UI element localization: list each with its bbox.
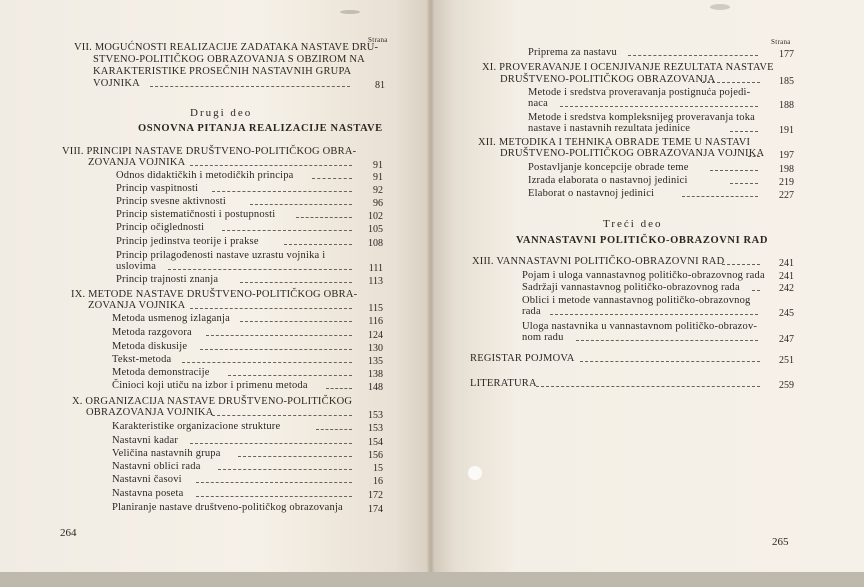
toc-page-number: 96: [373, 198, 383, 209]
toc-heading-line: IX. METODE NASTAVE DRUŠTVENO-POLITIČKOG OBRA-: [71, 289, 358, 300]
paper-spot: [468, 466, 482, 480]
leader-dots: [730, 183, 758, 185]
leader-dots: [240, 321, 352, 323]
leader-dots: [222, 230, 352, 232]
toc-page-number: 241: [779, 258, 794, 269]
toc-page-number: 198: [779, 164, 794, 175]
leader-dots: [628, 55, 758, 57]
toc-heading-line: XI. PROVERAVANJE I OCENJIVANJE REZULTATA NASTAVE: [482, 62, 774, 73]
toc-entry: Princip sistematičnosti i postupnosti: [116, 209, 276, 220]
toc-page-number: 219: [779, 177, 794, 188]
toc-page-number: 197: [779, 150, 794, 161]
toc-entry: Metoda razgovora: [112, 327, 192, 338]
toc-heading-line: OBRAZOVANJA VOJNIKA: [86, 407, 214, 418]
toc-page-number: 138: [368, 369, 383, 380]
toc-page-number: 156: [368, 450, 383, 461]
toc-page-number: 115: [368, 303, 383, 314]
toc-entry: Princip svesne aktivnosti: [116, 196, 226, 207]
toc-page-number: 116: [368, 316, 383, 327]
toc-entry: LITERATURA: [470, 378, 537, 389]
toc-entry: Izrada elaborata o nastavnoj jedinici: [528, 175, 688, 186]
toc-entry: Nastavna poseta: [112, 488, 184, 499]
toc-page-number: 102: [368, 211, 383, 222]
toc-page-number: 251: [779, 355, 794, 366]
leader-dots: [238, 456, 352, 458]
toc-page-number: 154: [368, 437, 383, 448]
leader-dots: [730, 131, 758, 133]
right-page: [430, 0, 864, 587]
leader-dots: [190, 308, 352, 310]
toc-entry: nom radu: [522, 332, 564, 343]
toc-page-number: 111: [368, 263, 383, 274]
leader-dots: [218, 469, 352, 471]
book-gutter: [427, 0, 435, 587]
toc-page-number: 191: [779, 125, 794, 136]
toc-entry: Odnos didaktičkih i metodičkih principa: [116, 170, 294, 181]
toc-entry: Metode i sredstva kompleksnijeg proveravanja toka: [528, 112, 756, 123]
toc-heading-line: STVENO-POLITIČKOG OBRAZOVANJA S OBZIROM NA: [93, 54, 365, 65]
toc-entry: Nastavni kadar: [112, 435, 179, 446]
leader-dots: [560, 106, 758, 108]
toc-page-number: 92: [373, 185, 383, 196]
leader-dots: [326, 388, 352, 390]
leader-dots: [748, 156, 760, 158]
leader-dots: [228, 375, 352, 377]
toc-entry: Princip očiglednosti: [116, 222, 205, 233]
toc-page-number: 188: [779, 100, 794, 111]
toc-entry: Činioci koji utiču na izbor i primenu metoda: [112, 380, 308, 391]
leader-dots: [536, 386, 760, 388]
leader-dots: [200, 349, 352, 351]
toc-heading-line: ZOVANJA VOJNIKA: [88, 300, 186, 311]
toc-entry: Metoda usmenog izlaganja: [112, 313, 230, 324]
toc-page-number: 91: [373, 160, 383, 171]
toc-entry: REGISTAR POJMOVA: [470, 353, 575, 364]
toc-entry: Metoda demonstracije: [112, 367, 210, 378]
leader-dots: [550, 314, 758, 316]
toc-heading-line: X. ORGANIZACIJA NASTAVE DRUŠTVENO-POLITIČKOG: [72, 396, 353, 407]
leader-dots: [150, 86, 350, 88]
toc-entry: Sadržaji vannastavnog političko-obrazovnog rada: [522, 282, 740, 293]
toc-entry: uslovima: [116, 261, 157, 272]
part-title: OSNOVNA PITANJA REALIZACIJE NASTAVE: [138, 123, 383, 134]
left-page: [0, 0, 430, 587]
toc-heading-line: KARAKTERISTIKE PROSEČNIH NASTAVNIH GRUPA: [93, 66, 352, 77]
toc-entry: Elaborat o nastavnoj jedinici: [528, 188, 655, 199]
toc-heading-line: DRUŠTVENO-POLITIČKOG OBRAZOVANJA: [500, 74, 716, 85]
toc-entry: Metoda diskusije: [112, 341, 188, 352]
leader-dots: [580, 361, 760, 363]
toc-page-number: 153: [368, 423, 383, 434]
page-folio: 264: [60, 527, 77, 539]
toc-entry: naca: [528, 98, 549, 109]
leader-dots: [722, 264, 760, 266]
toc-entry: Metode i sredstva proveravanja postignuća pojedi-: [528, 87, 751, 98]
strana-label: Strana: [771, 38, 791, 46]
toc-page-number: 135: [368, 356, 383, 367]
leader-dots: [196, 496, 352, 498]
toc-page-number: 108: [368, 238, 383, 249]
toc-page-number: 227: [779, 190, 794, 201]
leader-dots: [250, 204, 352, 206]
toc-page-number: 124: [368, 330, 383, 341]
toc-entry: Priprema za nastavu: [528, 47, 617, 58]
toc-entry: Tekst-metoda: [112, 354, 172, 365]
toc-page-number: 172: [368, 490, 383, 501]
toc-page-number: 130: [368, 343, 383, 354]
toc-entry: Planiranje nastave društveno-političkog obrazovanja: [112, 502, 343, 513]
toc-entry: Oblici i metode vannastavnog političko-obrazovnog: [522, 295, 751, 306]
toc-page-number: 247: [779, 334, 794, 345]
page-folio: 265: [772, 536, 789, 548]
toc-entry: Princip jedinstva teorije i prakse: [116, 236, 259, 247]
toc-page-number: 259: [779, 380, 794, 391]
toc-entry: Veličina nastavnih grupa: [112, 448, 221, 459]
toc-heading-line: ZOVANJA VOJNIKA: [88, 157, 186, 168]
leader-dots: [682, 196, 758, 198]
toc-entry: Nastavni oblici rada: [112, 461, 201, 472]
toc-entry: Princip trajnosti znanja: [116, 274, 219, 285]
background-strip: [0, 572, 864, 587]
leader-dots: [182, 362, 352, 364]
toc-entry: Princip prilagođenosti nastave uzrastu vojnika i: [116, 250, 326, 261]
strana-label: Strana: [368, 36, 388, 44]
toc-entry: Princip vaspitnosti: [116, 183, 199, 194]
toc-entry: Uloga nastavnika u vannastavnom političko-obrazov-: [522, 321, 758, 332]
toc-heading-line: DRUŠTVENO-POLITIČKOG OBRAZOVANJA VOJNIKA: [500, 148, 765, 159]
leader-dots: [702, 82, 760, 84]
leader-dots: [212, 415, 352, 417]
leader-dots: [576, 340, 758, 342]
toc-page-number: 153: [368, 410, 383, 421]
leader-dots: [284, 244, 352, 246]
toc-entry: Karakteristike organizacione strukture: [112, 421, 281, 432]
leader-dots: [240, 282, 352, 284]
leader-dots: [206, 335, 352, 337]
toc-page-number: 15: [373, 463, 383, 474]
toc-page-number: 245: [779, 308, 794, 319]
ink-mark: [710, 4, 730, 10]
ink-mark: [340, 10, 360, 14]
leader-dots: [190, 165, 352, 167]
leader-dots: [168, 269, 352, 271]
toc-page-number: 113: [368, 276, 383, 287]
toc-page-number: 91: [373, 172, 383, 183]
toc-page-number: 242: [779, 283, 794, 294]
toc-entry: Pojam i uloga vannastavnog političko-obrazovnog rada: [522, 270, 765, 281]
toc-entry: nastave i nastavnih rezultata jedinice: [528, 123, 691, 134]
toc-entry: rada: [522, 306, 541, 317]
toc-entry: Postavljanje koncepcije obrade teme: [528, 162, 689, 173]
leader-dots: [316, 429, 352, 431]
leader-dots: [312, 178, 352, 180]
part-label: Treći deo: [603, 218, 663, 230]
leader-dots: [296, 217, 352, 219]
leader-dots: [212, 191, 352, 193]
toc-page-number: 105: [368, 224, 383, 235]
toc-entry: Nastavni časovi: [112, 474, 182, 485]
toc-page-number: 185: [779, 76, 794, 87]
toc-page-number: 241: [779, 271, 794, 282]
toc-page-number: 81: [375, 80, 385, 91]
toc-page-number: 174: [368, 504, 383, 515]
leader-dots: [196, 482, 352, 484]
toc-page-number: 16: [373, 476, 383, 487]
toc-page-number: 177: [779, 49, 794, 60]
leader-dots: [752, 290, 760, 292]
part-label: Drugi deo: [190, 107, 253, 119]
toc-page-number: 148: [368, 382, 383, 393]
toc-heading-line: VIII. PRINCIPI NASTAVE DRUŠTVENO-POLITIČKOG OBRA-: [62, 146, 357, 157]
toc-heading-line: XII. METODIKA I TEHNIKA OBRADE TEME U NASTAVI: [478, 137, 751, 148]
part-title: VANNASTAVNI POLITIČKO-OBRAZOVNI RAD: [516, 235, 769, 246]
leader-dots: [710, 170, 758, 172]
toc-heading-line: VII. MOGUĆNOSTI REALIZACIJE ZADATAKA NASTAVE DRU-: [74, 42, 379, 53]
toc-heading-line: VOJNIKA: [93, 78, 140, 89]
leader-dots: [190, 443, 352, 445]
toc-heading-line: XIII. VANNASTAVNI POLITIČKO-OBRAZOVNI RAD: [472, 256, 725, 267]
